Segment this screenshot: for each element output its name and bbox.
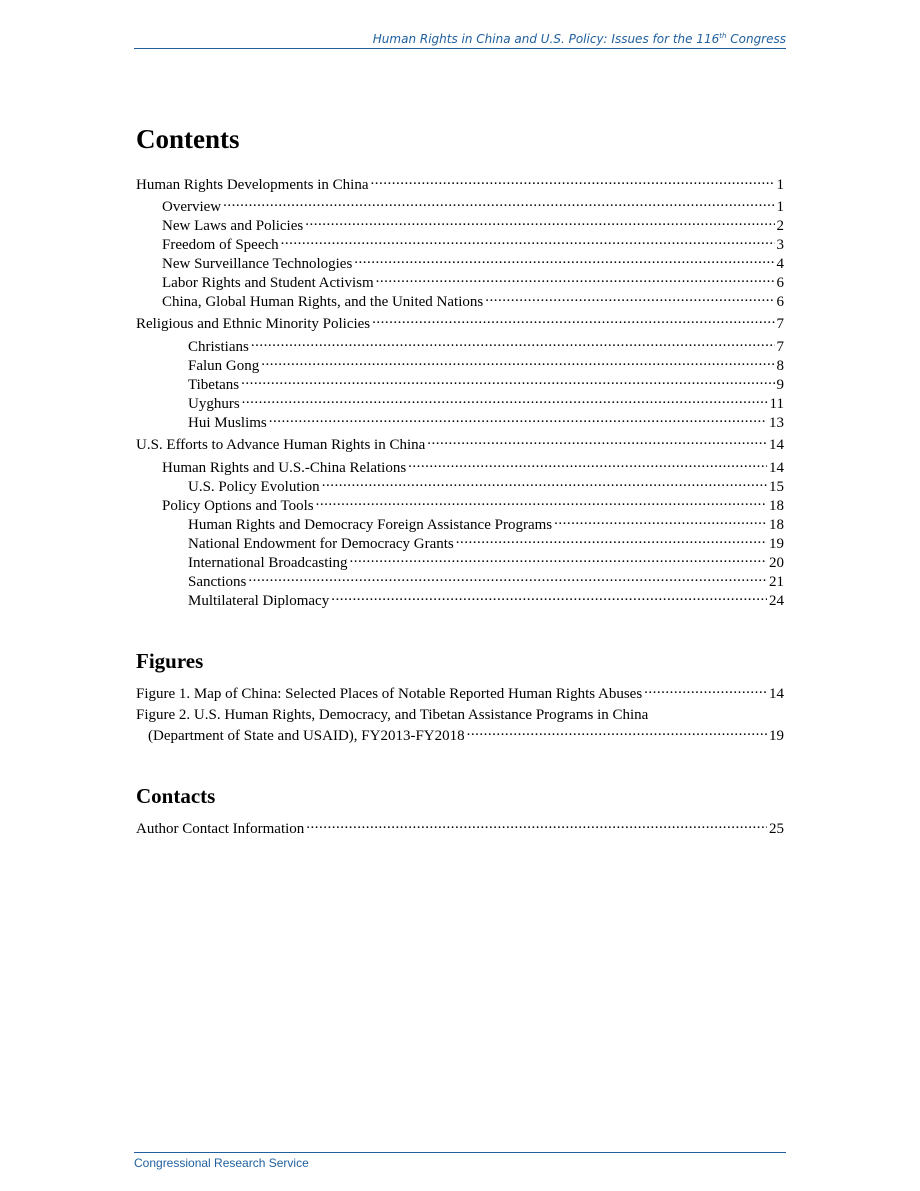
toc-leader [485, 291, 774, 306]
toc-entry[interactable] [162, 495, 784, 516]
running-header-title-suffix: Congress [726, 32, 786, 46]
toc-entry-page: 2 [776, 218, 784, 234]
toc-entry-label: Sanctions [188, 574, 247, 590]
toc-leader [305, 215, 774, 230]
toc-entry-label: Multilateral Diplomacy [188, 593, 330, 609]
toc-leader [370, 174, 774, 189]
toc-entry[interactable] [188, 336, 784, 357]
toc-entry-label: Policy Options and Tools [162, 498, 314, 514]
toc-entry-page: 1 [776, 177, 784, 193]
contents-heading: Contents [136, 124, 240, 154]
toc-entry-label: Tibetans [188, 377, 240, 393]
toc-entry-page: 4 [776, 256, 784, 272]
toc-entry[interactable] [162, 196, 784, 217]
toc-entry-page: 19 [769, 536, 784, 552]
toc-entry-page: 20 [769, 555, 784, 571]
toc-leader [248, 571, 767, 586]
toc-leader [644, 683, 767, 698]
contact-entry-label: Author Contact Information [136, 821, 305, 837]
toc-entry-label: National Endowment for Democracy Grants [188, 536, 454, 552]
toc-entry[interactable] [136, 174, 784, 195]
page-footer: Congressional Research Service [134, 1152, 786, 1170]
toc-entry-page: 21 [769, 574, 784, 590]
toc-leader [354, 253, 774, 268]
toc-entry-page: 18 [769, 498, 784, 514]
running-header [134, 32, 786, 49]
toc-entry-label: Religious and Ethnic Minority Policies [136, 316, 371, 332]
toc-entry[interactable] [162, 457, 784, 478]
figure-entry-label: Figure 1. Map of China: Selected Places of Notable Reported Human Rights Abuses [136, 686, 643, 702]
figure-entry[interactable] [136, 706, 784, 746]
toc-entry-label: Human Rights and U.S.-China Relations [162, 460, 407, 476]
toc-entry-label: Hui Muslims [188, 415, 267, 431]
toc-entry[interactable] [188, 355, 784, 376]
toc-entry-label: New Laws and Policies [162, 218, 304, 234]
running-header-title: Human Rights in China and U.S. Policy: Issues for the 116 [372, 32, 720, 46]
toc-entry-page: 24 [769, 593, 784, 609]
toc-leader [269, 412, 767, 427]
toc-leader [242, 393, 768, 408]
toc-entry[interactable] [162, 253, 784, 274]
toc-leader [316, 495, 767, 510]
toc-entry[interactable] [188, 571, 784, 592]
toc-leader [281, 234, 775, 249]
toc-leader [467, 725, 767, 740]
toc-leader [427, 434, 767, 449]
toc-entry-page: 8 [776, 358, 784, 374]
toc-entry-label: New Surveillance Technologies [162, 256, 353, 272]
figure-entry-page: 14 [769, 686, 784, 702]
toc-entry-page: 14 [769, 460, 784, 476]
toc-entry[interactable] [162, 291, 784, 312]
toc-entry-label: International Broadcasting [188, 555, 348, 571]
toc-entry-label: Falun Gong [188, 358, 260, 374]
toc-leader [376, 272, 775, 287]
toc-entry-page: 7 [776, 339, 784, 355]
toc-leader [251, 336, 775, 351]
toc-entry-page: 15 [769, 479, 784, 495]
toc-entry-label: Uyghurs [188, 396, 240, 412]
toc-entry-page: 9 [776, 377, 784, 393]
contact-entry-page: 25 [769, 821, 784, 837]
figures-heading: Figures [136, 649, 204, 673]
toc-leader [223, 196, 774, 211]
toc-entry[interactable] [188, 514, 784, 535]
toc-leader [456, 533, 767, 548]
toc-leader [372, 313, 774, 328]
toc-entry-page: 13 [769, 415, 784, 431]
toc-leader [306, 818, 767, 833]
toc-leader [350, 552, 767, 567]
figure-entry-label-line1: Figure 2. U.S. Human Rights, Democracy, and Tibetan Assistance Programs in China [136, 707, 649, 723]
toc-entry[interactable] [188, 533, 784, 554]
toc-entry[interactable] [188, 412, 784, 433]
toc-leader [261, 355, 774, 370]
toc-entry-label: U.S. Policy Evolution [188, 479, 320, 495]
toc-leader [554, 514, 767, 529]
toc-entry-label: China, Global Human Rights, and the United Nations [162, 294, 484, 310]
figure-entry[interactable] [136, 683, 784, 704]
toc-leader [322, 476, 767, 491]
toc-entry-label: Freedom of Speech [162, 237, 279, 253]
toc-entry[interactable] [188, 393, 784, 414]
toc-entry-page: 14 [769, 437, 784, 453]
toc-entry[interactable] [136, 434, 784, 455]
toc-leader [241, 374, 774, 389]
toc-entry[interactable] [188, 476, 784, 497]
toc-entry-label: U.S. Efforts to Advance Human Rights in China [136, 437, 426, 453]
toc-entry[interactable] [188, 552, 784, 573]
toc-leader [331, 590, 767, 605]
toc-entry[interactable] [162, 215, 784, 236]
contact-entry[interactable] [136, 818, 784, 839]
running-header-superscript: th [719, 32, 727, 40]
toc-entry-page: 6 [776, 294, 784, 310]
figure-entry-label-line2: (Department of State and USAID), FY2013-FY2018 [148, 728, 465, 744]
figure-entry-page: 19 [769, 728, 784, 744]
toc-entry-page: 3 [776, 237, 784, 253]
toc-entry-label: Human Rights and Democracy Foreign Assistance Programs [188, 517, 553, 533]
toc-entry[interactable] [162, 234, 784, 255]
toc-entry-page: 18 [769, 517, 784, 533]
toc-entry[interactable] [188, 374, 784, 395]
contacts-heading: Contacts [136, 784, 216, 808]
toc-entry-label: Human Rights Developments in China [136, 177, 369, 193]
toc-entry-page: 7 [776, 316, 784, 332]
toc-entry-page: 11 [769, 396, 784, 412]
toc-entry[interactable] [136, 313, 784, 334]
toc-entry-page: 6 [776, 275, 784, 291]
toc-entry-page: 1 [776, 199, 784, 215]
toc-entry-label: Christians [188, 339, 249, 355]
toc-entry[interactable] [188, 590, 784, 611]
toc-entry-label: Overview [162, 199, 222, 215]
toc-entry[interactable] [162, 272, 784, 293]
toc-leader [408, 457, 767, 472]
toc-entry-label: Labor Rights and Student Activism [162, 275, 374, 291]
